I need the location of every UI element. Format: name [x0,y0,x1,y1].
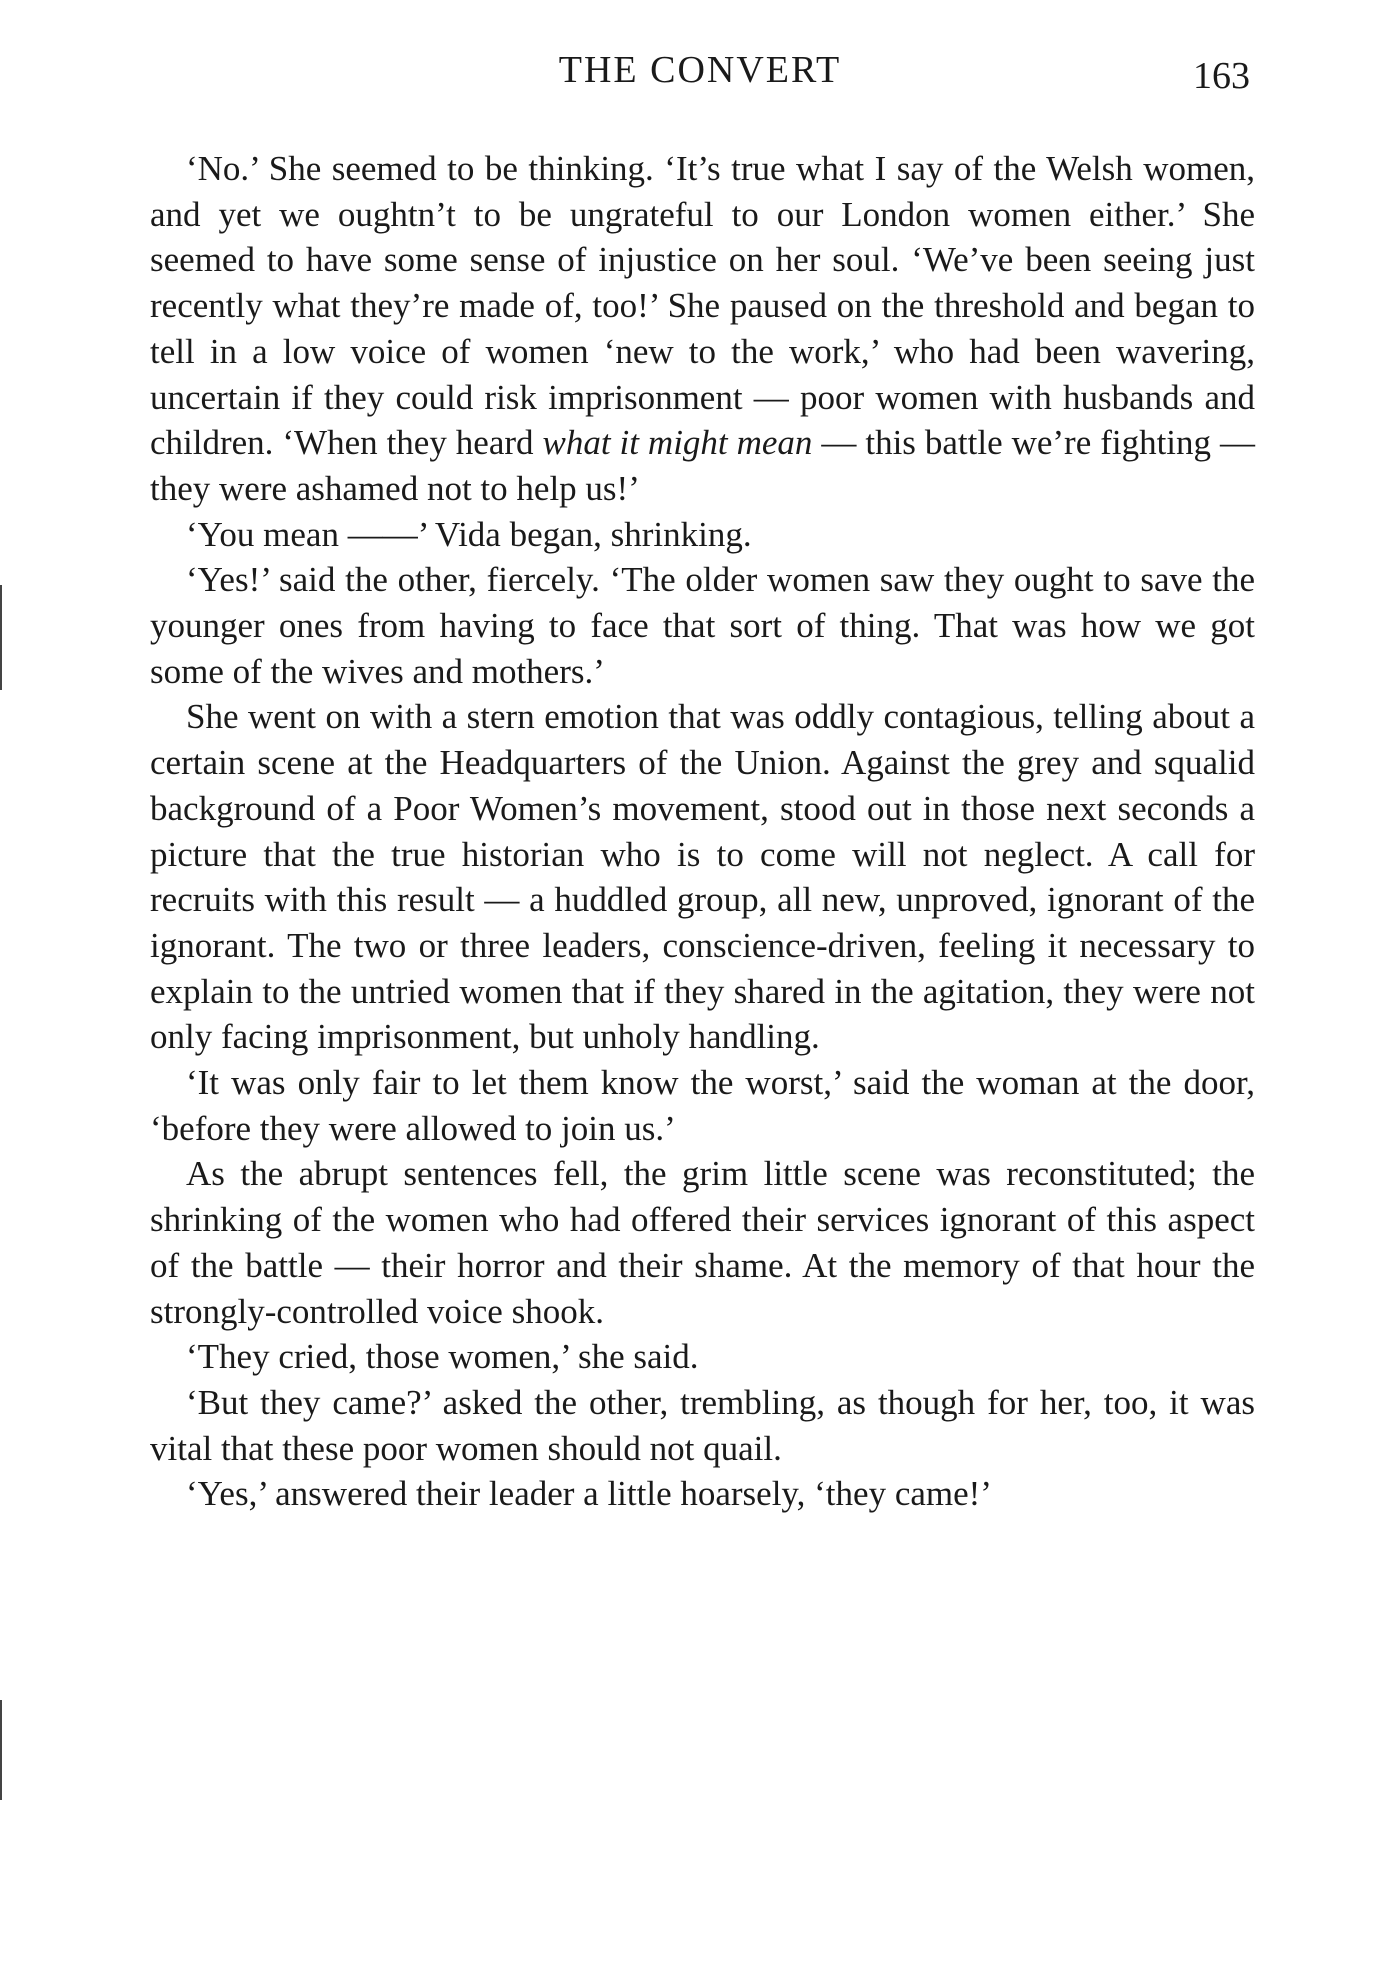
paragraph-8: ‘But they came?’ asked the other, trembling, as though for her, too, it was vital that these poor women should not quail. [150,1382,1255,1468]
paragraph-1-emphasis: what it might mean [542,423,813,463]
paragraph-1 [150,146,1255,512]
paragraph-6: As the abrupt sentences fell, the grim little scene was reconstituted; the shrinking of the women who had offered their services ignorant of this aspect of the battle — their horror and their shame. At the memory of that hour the strongly-controlled voice shook. [150,1154,1255,1331]
paragraph-1-text-before: ‘No.’ She seemed to be thinking. ‘It’s true what I say of the Welsh women, and yet we oughtn’t to be ungrateful to our London women either.’ She seemed to have some sense of injustice on her soul. ‘We’ve been seeing just recently what they’re made of, too!’ She paused on the threshold and began to tell in a low voice of women ‘new to the work,’ who had been wavering, uncertain if they could risk imprisonment — poor women with husbands and children. ‘When they heard [150,149,1255,463]
paragraph-9: ‘Yes,’ answered their leader a little hoarsely, ‘they came!’ [186,1474,992,1514]
running-head [150,48,1250,100]
margin-rule-lower [0,1700,2,1800]
paragraph-4: She went on with a stern emotion that was oddly contagious, telling about a certain scene at the Headquarters of the Union. Against the grey and squalid background of a Poor Women’s movement, stood out in those next seconds a picture that the true historian who is to come will not neglect. A call for recruits with this result — a huddled group, all new, unproved, ignorant of the ignorant. The two or three leaders, conscience-driven, feeling it necessary to explain to the untried women that if they shared in the agitation, they were not only facing imprisonment, but unholy handling. [150,697,1255,1057]
paragraph-7: ‘They cried, those women,’ she said. [186,1337,699,1377]
paragraph-1-text-after: — this battle we’re fighting — they were ashamed not to help us!’ [150,423,1255,508]
margin-rule-upper [0,585,2,690]
running-title: THE CONVERT [558,49,842,91]
page-number: 163 [1193,55,1250,97]
paragraph-3: ‘Yes!’ said the other, fiercely. ‘The older women saw they ought to save the younger ones from having to face that sort of thing. That was how we got some of the wives and mothers.’ [150,560,1255,691]
paragraph-2: ‘You mean ——’ Vida began, shrinking. [186,514,752,554]
body-text [150,146,1255,1517]
paragraph-5: ‘It was only fair to let them know the worst,’ said the woman at the door, ‘before they were allowed to join us.’ [150,1063,1255,1148]
